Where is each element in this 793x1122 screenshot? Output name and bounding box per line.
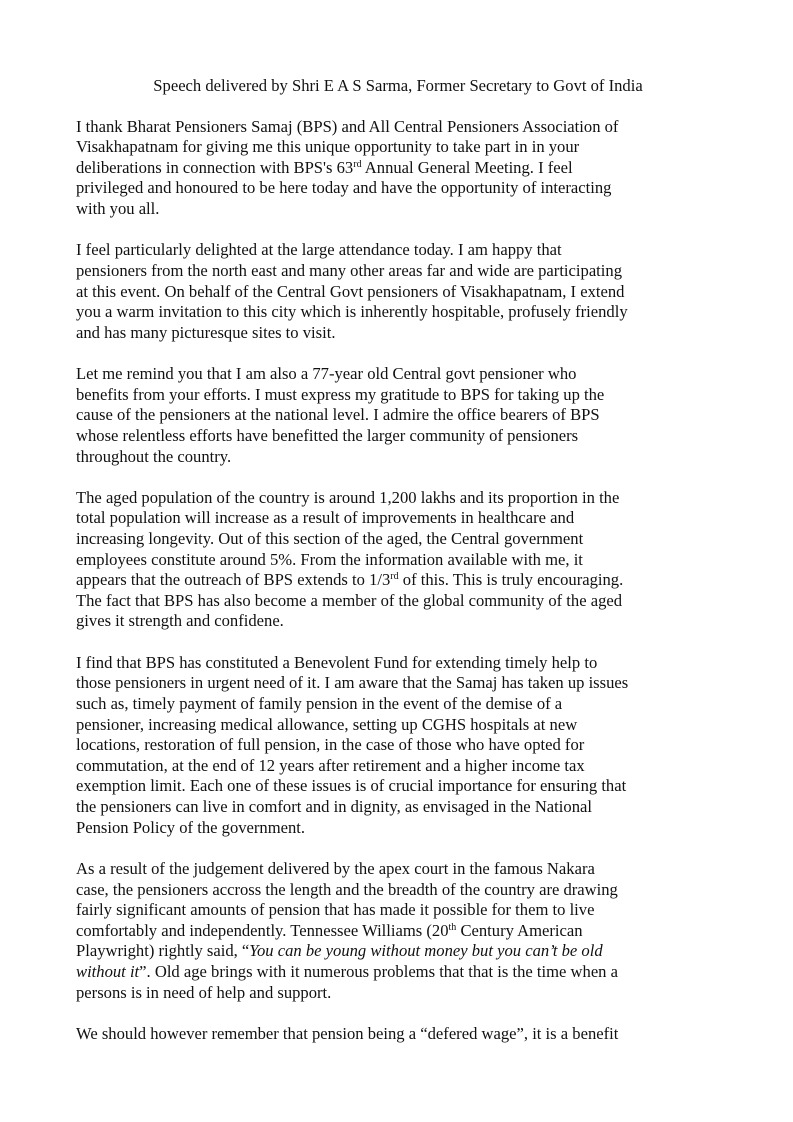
- text-run: fairly significant amounts of pension that has made it possible for them to live: [76, 900, 595, 920]
- text-run: comfortably and independently. Tennessee Williams (20: [76, 920, 449, 940]
- text-run: The aged population of the country is around 1,200 lakhs and its proportion in the: [76, 487, 620, 507]
- text-run: cause of the pensioners at the national level. I admire the office bearers of BPS: [76, 405, 600, 425]
- text-run: and has many picturesque sites to visit.: [76, 322, 336, 342]
- text-line: [76, 818, 716, 839]
- text-run: of this. This is truly encouraging.: [398, 570, 624, 590]
- text-run: I feel particularly delighted at the large attendance today. I am happy that: [76, 240, 562, 260]
- italic-quote-text: You can be young without money but you can’t be old: [249, 941, 603, 961]
- text-run: We should however remember that pension being a “defered wage”, it is a benefit: [76, 1023, 619, 1043]
- text-run: total population will increase as a result of improvements in healthcare and: [76, 508, 575, 528]
- text-run: Visakhapatnam for giving me this unique opportunity to take part in in your: [76, 137, 580, 157]
- text-line: [76, 240, 716, 261]
- text-line: [76, 302, 716, 323]
- text-line: [76, 158, 716, 179]
- text-line: [76, 570, 716, 591]
- text-line: [76, 426, 716, 447]
- text-run: throughout the country.: [76, 446, 232, 466]
- text-run: pensioners from the north east and many other areas far and wide are participating: [76, 260, 622, 280]
- text-run: those pensioners in urgent need of it. I am aware that the Samaj has taken up issues: [76, 673, 629, 693]
- text-run: The fact that BPS has also become a member of the global community of the aged: [76, 590, 623, 610]
- text-line: [76, 364, 716, 385]
- text-line: [76, 859, 716, 880]
- text-run: the pensioners can live in comfort and in dignity, as envisaged in the National: [76, 797, 592, 816]
- italic-quote-text: without it: [76, 961, 140, 981]
- text-run: you a warm invitation to this city which is inherently hospitable, profusely friendly: [76, 302, 628, 322]
- text-line: [76, 776, 716, 797]
- superscript-text: th: [448, 921, 457, 933]
- paragraph: [76, 117, 716, 220]
- text-line: [76, 694, 716, 715]
- text-line: [76, 385, 716, 406]
- text-run: benefits from your efforts. I must express my gratitude to BPS for taking up the: [76, 384, 605, 404]
- text-line: [76, 611, 716, 632]
- text-line: [76, 715, 716, 736]
- text-line: [76, 591, 716, 612]
- paragraph: [76, 488, 716, 632]
- document-body: [76, 117, 716, 1045]
- text-line: [76, 880, 716, 901]
- paragraph: [76, 1024, 716, 1045]
- text-run: such as, timely payment of family pension in the event of the demise of a: [76, 694, 563, 714]
- text-run: I thank Bharat Pensioners Samaj (BPS) and All Central Pensioners Association of: [76, 116, 619, 136]
- text-line: [76, 117, 716, 138]
- superscript-text: rd: [390, 571, 399, 583]
- superscript-text: rd: [353, 158, 362, 170]
- text-line: [76, 1024, 716, 1045]
- text-line: [76, 261, 716, 282]
- text-run: gives it strength and confidene.: [76, 611, 284, 631]
- paragraph: [76, 653, 716, 838]
- text-line: [76, 900, 716, 921]
- paragraph: [76, 240, 716, 343]
- text-run: ”. Old age brings with it numerous problems that that is the time when a: [139, 961, 618, 981]
- text-run: privileged and honoured to be here today and have the opportunity of interacting: [76, 178, 612, 198]
- text-line: [76, 797, 716, 818]
- text-line: [76, 323, 716, 344]
- text-line: [76, 983, 716, 1004]
- text-line: [76, 405, 716, 426]
- text-line: [76, 941, 716, 962]
- text-run: employees constitute around 5%. From the information available with me, it: [76, 549, 583, 569]
- text-run: appears that the outreach of BPS extends to 1/3: [76, 570, 391, 590]
- text-line: [76, 962, 716, 983]
- text-line: [76, 447, 716, 468]
- text-run: locations, restoration of full pension, in the case of those who have opted for: [76, 735, 585, 755]
- text-line: [76, 178, 716, 199]
- text-line: [76, 137, 716, 158]
- text-line: [76, 653, 716, 674]
- text-run: with you all.: [76, 198, 160, 218]
- text-line: [76, 735, 716, 756]
- text-run: Century American: [456, 920, 583, 940]
- paragraph: [76, 364, 716, 467]
- text-line: [76, 282, 716, 303]
- paragraph: [76, 859, 716, 1003]
- text-run: case, the pensioners accross the length and the breadth of the country are drawing: [76, 879, 618, 899]
- text-run: As a result of the judgement delivered by the apex court in the famous Nakara: [76, 858, 595, 878]
- text-line: [76, 529, 716, 550]
- text-run: Pension Policy of the government.: [76, 817, 306, 837]
- text-run: Annual General Meeting. I feel: [361, 157, 573, 177]
- text-run: persons is in need of help and support.: [76, 982, 332, 1002]
- text-line: [76, 488, 716, 509]
- text-run: increasing longevity. Out of this section of the aged, the Central government: [76, 529, 584, 549]
- text-line: [76, 673, 716, 694]
- text-run: deliberations in connection with BPS's 63: [76, 157, 354, 177]
- text-run: Let me remind you that I am also a 77-year old Central govt pensioner who: [76, 364, 577, 384]
- text-run: I find that BPS has constituted a Benevolent Fund for extending timely help to: [76, 652, 598, 672]
- document-title: Speech delivered by Shri E A S Sarma, Former Secretary to Govt of India: [153, 76, 643, 95]
- text-run: commutation, at the end of 12 years after retirement and a higher income tax: [76, 755, 585, 775]
- text-line: [76, 756, 716, 777]
- text-run: pensioner, increasing medical allowance, setting up CGHS hospitals at new: [76, 714, 578, 734]
- text-run: Playwright) rightly said, “: [76, 941, 250, 961]
- text-run: exemption limit. Each one of these issues is of crucial importance for ensuring that: [76, 776, 627, 796]
- document-page: [76, 76, 716, 1065]
- text-run: whose relentless efforts have benefitted the larger community of pensioners: [76, 425, 579, 445]
- text-line: [76, 550, 716, 571]
- text-line: [76, 199, 716, 220]
- text-run: at this event. On behalf of the Central Govt pensioners of Visakhapatnam, I extend: [76, 281, 625, 301]
- text-line: [76, 508, 716, 529]
- text-line: [76, 921, 716, 942]
